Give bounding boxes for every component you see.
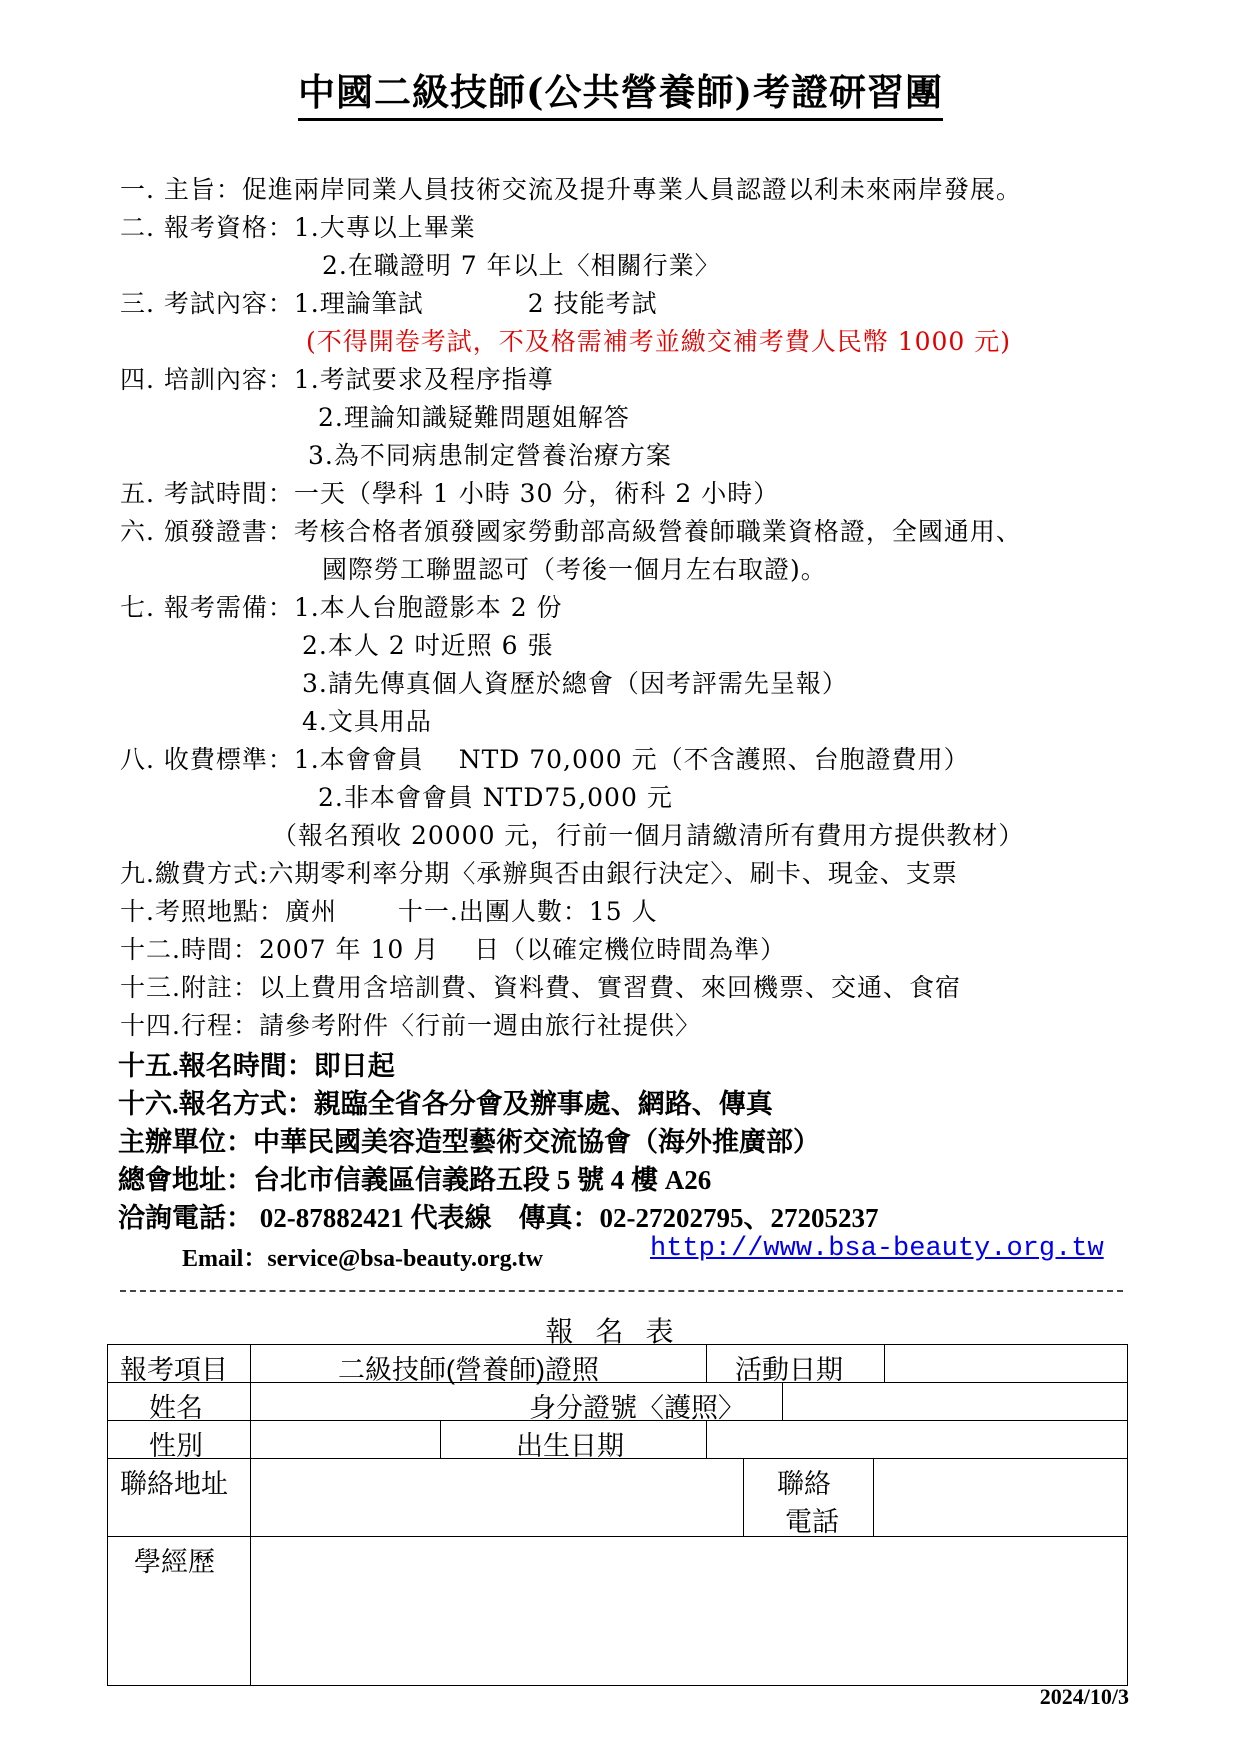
line-notes: 十三.附註：以上費用含培訓費、資料費、實習費、來回機票、交通、食宿 — [120, 973, 961, 1002]
form-title: 報名表 — [545, 1315, 696, 1348]
address-label: 聯絡地址 — [120, 1469, 228, 1499]
document-date: 2024/10/3 — [1039, 1684, 1129, 1709]
cut-line — [120, 1290, 1123, 1292]
id-field[interactable] — [784, 1384, 1126, 1418]
education-label: 學經歷 — [134, 1547, 215, 1577]
form-col-divider — [440, 1420, 441, 1458]
line-exam-content: 三. 考試內容：1.理論筆試 2 技能考試 — [120, 289, 658, 318]
activity-date-field[interactable] — [886, 1346, 1126, 1380]
line-date: 十二.時間：2007 年 10 月 日（以確定機位時間為準） — [120, 935, 787, 964]
phone-label-2: 電話 — [785, 1507, 839, 1537]
line-requirements: 七. 報考需備：1.本人台胞證影本 2 份 — [120, 593, 563, 622]
line-eligibility-2: 2.在職證明 7 年以上〈相關行業〉 — [322, 251, 721, 280]
line-requirements-4: 4.文具用品 — [302, 707, 432, 736]
line-location: 十.考照地點：廣州 十一.出團人數：15 人 — [120, 897, 658, 926]
form-col-divider — [873, 1458, 874, 1536]
line-address: 總會地址：台北市信義區信義路五段 5 號 4 樓 A26 — [118, 1165, 712, 1195]
form-row-divider — [107, 1536, 1128, 1537]
id-label: 身分證號〈護照〉 — [529, 1393, 745, 1423]
line-certificate-2: 國際勞工聯盟認可（考後一個月左右取證)。 — [322, 555, 827, 584]
line-certificate: 六. 頒發證書：考核合格者頒發國家勞動部高級營養師職業資格證，全國通用、 — [120, 517, 1022, 546]
education-field[interactable] — [252, 1538, 1126, 1684]
line-requirements-3: 3.請先傳真個人資歷於總會（因考評需先呈報） — [302, 669, 848, 698]
birth-field[interactable] — [708, 1422, 1126, 1456]
line-itinerary: 十四.行程：請參考附件〈行前一週由旅行社提供〉 — [120, 1011, 701, 1040]
line-exam-note: (不得開卷考試，不及格需補考並繳交補考費人民幣 1000 元) — [306, 327, 1012, 356]
phone-label-1: 聯絡 — [777, 1469, 831, 1499]
line-eligibility: 二. 報考資格：1.大專以上畢業 — [120, 213, 476, 242]
form-col-divider — [250, 1344, 251, 1686]
line-purpose: 一. 主旨：促進兩岸同業人員技術交流及提升專業人員認證以利未來兩岸發展。 — [120, 175, 1022, 204]
line-requirements-2: 2.本人 2 吋近照 6 張 — [302, 631, 554, 660]
form-col-divider — [782, 1382, 783, 1420]
line-fees-3: （報名預收 20000 元，行前一個月請繳清所有費用方提供教材） — [272, 821, 1025, 850]
name-label: 姓名 — [149, 1393, 203, 1423]
line-registration-method: 十六.報名方式：親臨全省各分會及辦事處、網路、傳真 — [118, 1089, 773, 1119]
line-fees: 八. 收費標準：1.本會會員 NTD 70,000 元（不含護照、台胞證費用） — [120, 745, 970, 774]
email-text: Email：service@bsa-beauty.org.tw — [182, 1246, 543, 1272]
gender-field[interactable] — [252, 1422, 438, 1456]
line-training-2: 2.理論知識疑難問題姐解答 — [318, 403, 630, 432]
page-title: 中國二級技師(公共營養師)考證研習團 — [0, 62, 1241, 116]
line-payment: 九.繳費方式:六期零利率分期〈承辦與否由銀行決定〉、刷卡、現金、支票 — [120, 859, 958, 888]
line-phone: 洽詢電話： 02-87882421 代表線 傳真：02-27202795、27205237 — [118, 1203, 879, 1233]
birth-label: 出生日期 — [516, 1431, 624, 1461]
exam-item-value: 二級技師(營養師)證照 — [338, 1355, 599, 1385]
activity-date-label: 活動日期 — [735, 1355, 843, 1385]
form-row-divider — [107, 1382, 1128, 1383]
line-training-3: 3.為不同病患制定營養治療方案 — [308, 441, 672, 470]
line-organizer: 主辦單位：中華民國美容造型藝術交流協會（海外推廣部） — [118, 1127, 820, 1157]
form-col-divider — [884, 1344, 885, 1382]
phone-field[interactable] — [875, 1460, 1126, 1534]
form-col-divider — [706, 1420, 707, 1458]
line-training: 四. 培訓內容：1.考試要求及程序指導 — [120, 365, 554, 394]
line-exam-time: 五. 考試時間：一天（學科 1 小時 30 分，術科 2 小時） — [120, 479, 780, 508]
address-field[interactable] — [252, 1460, 741, 1534]
exam-item-label: 報考項目 — [120, 1355, 228, 1385]
line-registration-time: 十五.報名時間：即日起 — [118, 1051, 395, 1081]
form-col-divider — [706, 1344, 707, 1382]
line-fees-2: 2.非本會會員 NTD75,000 元 — [318, 783, 673, 812]
form-col-divider — [743, 1458, 744, 1536]
website-link[interactable]: http://www.bsa-beauty.org.tw — [650, 1234, 1104, 1264]
gender-label: 性別 — [149, 1431, 203, 1461]
